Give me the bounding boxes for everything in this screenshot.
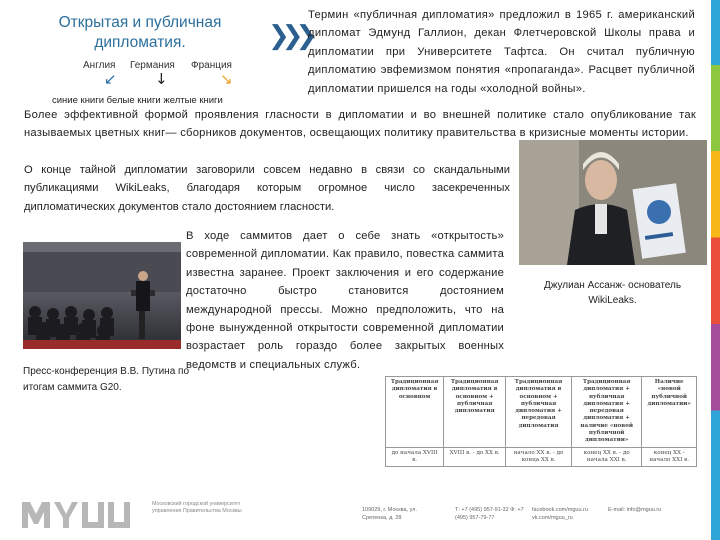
- table-cell: конец XX в. - до начала XXI в.: [571, 447, 641, 467]
- edge-color-stripe: [711, 0, 720, 540]
- footer-social: facebook.com/mguu.ru vk.com/mguu_ru: [532, 507, 588, 521]
- assange-caption: Джулиан Ассанж- основатель WikiLeaks.: [543, 280, 682, 306]
- page-title: Открытая и публичная дипломатия.: [58, 14, 222, 51]
- press-conference-caption: Пресс-конференция В.В. Путина по итогам саммита G20.: [23, 366, 190, 393]
- footer-phone: Т: +7 (495) 957-91-32 Ф: +7 (495) 957-79-77: [455, 507, 524, 521]
- country-germany: Германия: [130, 60, 175, 71]
- table-cell: до начала XVIII в.: [386, 447, 444, 467]
- table-cell: XVIII в. - до XX в.: [444, 447, 506, 467]
- paragraph-colored-books: Более эффективной формой проявления гласности в дипломатии и во внешней политике стало опубликование так называемых цветных книг— сборников документов, освещающих политику правительства в кризисные моменты истории.: [24, 109, 696, 140]
- footer-address: 109029, г. Москва, ул. Сретенка, д. 28: [362, 507, 417, 521]
- university-logo: [22, 500, 142, 530]
- diplomacy-evolution-table: [385, 376, 697, 467]
- arrow-down-icon: ↓: [155, 70, 168, 88]
- table-row: [386, 447, 697, 467]
- university-name: Московский городской университет управления Правительства Москвы: [152, 501, 242, 514]
- paragraph-term-origin: Термин «публичная дипломатия» предложил в 1965 г. американский дипломат Эдмунд Галлион, декан Флетчеровской Школы права и дипломатии при Университете Тафтса. Он считал публичную дипломатию эвфемизмом понятия «пропаганда». Расцвет публичной дипломатии пришелся на годы «холодной войны».: [308, 9, 695, 95]
- table-header-cell: Традиционная дипломатия в основном + публичная дипломатия + передовая дипломатия: [506, 377, 572, 448]
- country-france: Франция: [191, 60, 232, 71]
- table-header-cell: Традиционная дипломатия + публичная дипломатия + передовая дипломатия + наличие «новой публичной дипломатии»: [571, 377, 641, 448]
- arrow-down-right-icon: ↘: [220, 70, 233, 88]
- table-cell: начало XX в. - до конца XX в.: [506, 447, 572, 467]
- colored-books-list: синие книги белые книги желтые книги: [52, 95, 223, 106]
- table-header-cell: Наличие «новой публичной дипломатии»: [642, 377, 697, 448]
- chevrons-right-icon: ❯❯❯: [268, 21, 310, 51]
- arrow-down-left-icon: ↙: [104, 70, 117, 88]
- country-england: Англия: [83, 60, 116, 71]
- table-cell: конец XX - начало XXI в.: [642, 447, 697, 467]
- footer-email: E-mail: info@mguu.ru: [608, 507, 662, 513]
- paragraph-wikileaks: О конце тайной дипломатии заговорили совсем недавно в связи со скандальными публикациями WikiLeaks, благодаря которым огромное число засекреченных дипломатических документов стало достоянием гласности.: [24, 164, 510, 213]
- table-header-cell: Традиционная дипломатия в основном + публичная дипломатия: [444, 377, 506, 448]
- table-header-cell: Традиционная дипломатия в основном: [386, 377, 444, 448]
- press-conference-photo: [23, 242, 181, 349]
- paragraph-summits: В ходе саммитов дает о себе знать «открытость» современной дипломатии. Как правило, повестка саммита известна заранее. Проект заключения и его содержание достаточно быстро становится достоянием международной прессы. Можно предположить, что на фоне вынужденной открытости современной дипломатии возрастает роль гораздо более закрытых военных ведомств и специальных служб.: [186, 230, 504, 371]
- julian-assange-photo: [519, 140, 707, 265]
- table-header-row: [386, 377, 697, 448]
